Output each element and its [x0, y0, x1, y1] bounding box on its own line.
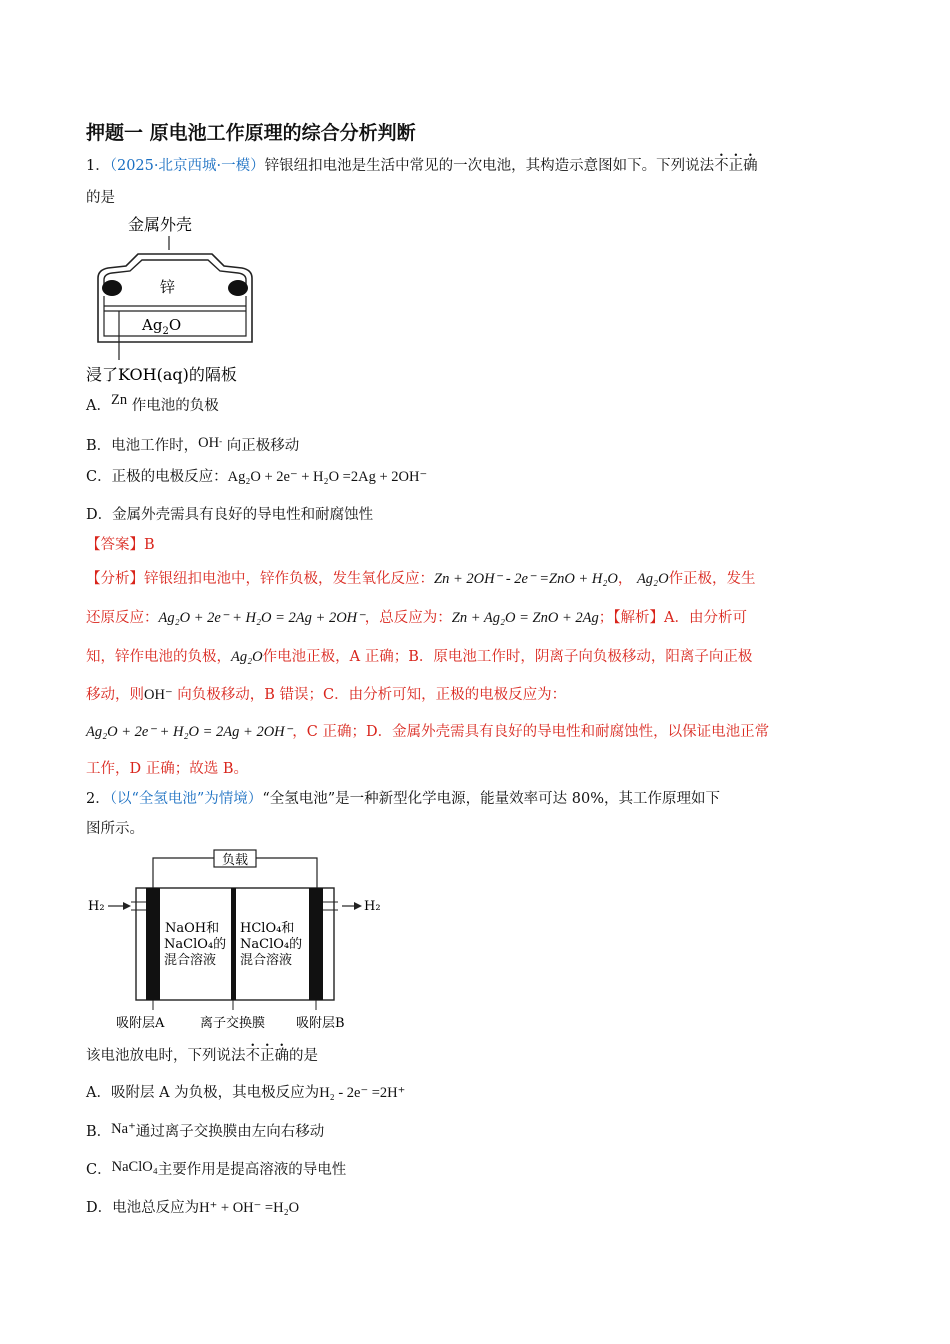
- analysis-l5-tail: ，C 正确；D．金属外壳需具有良好的导电性和耐腐蚀性，以保证电池正常: [292, 724, 770, 740]
- q2-source: （以“全氢电池”为情境）: [109, 791, 263, 807]
- analysis-l1-text: 【分析】锌银纽扣电池中，锌作负极，发生氧化反应：: [86, 571, 434, 587]
- q1-option-c: [86, 467, 427, 487]
- q1-emph-2: 正: [728, 158, 744, 174]
- q1-option-b-text-a: 电池工作时，: [111, 437, 199, 454]
- q1-option-c-eq: Ag₂O + 2e⁻ + H₂O =2Ag + 2OH⁻: [227, 469, 428, 485]
- q2-option-c: [86, 1160, 346, 1180]
- analysis-l2-text: 还原反应：: [86, 610, 159, 626]
- label-zinc: 锌: [160, 278, 176, 296]
- q1-option-b-label: B．: [86, 437, 112, 454]
- analysis-l1-sep: ，: [617, 571, 633, 587]
- q2-option-a-text: 吸附层 A 为负极，其电极反应为: [110, 1085, 320, 1101]
- label-ag-b: O: [168, 316, 182, 334]
- left-solution-l3: 混合溶液: [164, 953, 217, 968]
- q1-option-c-label: C．: [86, 469, 112, 485]
- right-solution-l3: 混合溶液: [240, 953, 293, 968]
- analysis-l4-text: 移动，则: [86, 687, 144, 703]
- q1-option-d: [86, 505, 373, 525]
- right-solution-l2: NaClO₄的: [240, 937, 303, 952]
- label-h2-in: H₂: [88, 899, 105, 914]
- analysis-line-5: [86, 722, 769, 742]
- label-separator: 浸了KOH(aq)的隔板: [86, 365, 237, 384]
- label-layer-b: 吸附层B: [296, 1016, 345, 1031]
- analysis-l2-tail: ；【解析】A．由分析可: [598, 610, 747, 626]
- analysis-l1-tail: 作正极，发生: [668, 571, 756, 587]
- q1-option-b-formula: OH: [198, 434, 220, 451]
- right-solution-l1: HClO₄和: [240, 921, 295, 936]
- q2-option-b-text: 通过离子交换膜由左向右移动: [135, 1124, 325, 1140]
- q1-stem-text: 锌银纽扣电池是生活中常见的一次电池，其构造示意图如下。下列说法: [264, 158, 715, 174]
- analysis-line-6: 工作，D 正确；故选 B。: [86, 761, 248, 777]
- q2-question-text: 该电池放电时，下列说法: [86, 1048, 246, 1064]
- analysis-line-1: [86, 569, 756, 589]
- q1-option-b: [86, 431, 299, 456]
- q2-stem-line2: 图所示。: [86, 821, 144, 837]
- q1-option-b-text-b: 向正极移动: [226, 437, 300, 454]
- q2-option-a: [86, 1083, 405, 1103]
- q1-option-a: [86, 392, 219, 416]
- left-solution-l2: NaClO₄的: [164, 937, 227, 952]
- q1-option-a-formula: Zn: [110, 392, 128, 408]
- q2-option-b-formula: Na⁺: [111, 1121, 136, 1137]
- q2-question: [86, 1046, 318, 1066]
- q2-option-c-text: 主要作用是提高溶液的导电性: [157, 1162, 347, 1178]
- analysis-l2-eq: Ag₂O + 2e⁻ + H₂O = 2Ag + 2OH⁻: [158, 610, 365, 626]
- q1-option-a-label: A．: [86, 398, 111, 414]
- q2-emph-1: 不: [245, 1048, 260, 1064]
- q2-option-c-formula: NaClO₄: [111, 1159, 158, 1175]
- analysis-l2-eq2: Zn + Ag₂O = ZnO + 2Ag: [451, 610, 599, 626]
- label-layer-a: 吸附层A: [116, 1016, 165, 1031]
- q2-option-c-label: C．: [86, 1162, 112, 1178]
- q1-option-c-text: 正极的电极反应：: [111, 469, 228, 485]
- analysis-l3-eq: Ag₂O: [231, 649, 263, 665]
- analysis-l3-text: 知，锌作电池的负极，: [86, 649, 231, 665]
- label-ag-a: Ag: [142, 316, 163, 334]
- q1-emph-1: 不: [714, 158, 729, 174]
- q2-stem-text: “全氢电池”是一种新型化学电源，能量效率可达 80%，其工作原理如下: [262, 791, 720, 807]
- svg-text:Ag2O: [141, 316, 181, 337]
- hydrogen-cell-diagram: [86, 844, 386, 1034]
- q2-option-d-label: D．: [86, 1200, 113, 1216]
- q1-stem-line2: 的是: [86, 190, 115, 206]
- analysis-l1-eq2: Ag₂O: [636, 571, 669, 587]
- analysis-l5-eq: Ag₂O + 2e⁻ + H₂O = 2Ag + 2OH⁻: [86, 724, 293, 740]
- q2-option-d-text: 电池总反应为: [112, 1200, 200, 1216]
- q2-number: 2．: [86, 791, 110, 807]
- label-h2-out: H₂: [364, 899, 381, 914]
- label-metal-shell: 金属外壳: [128, 215, 193, 234]
- q1-number: 1．: [86, 158, 110, 174]
- label-membrane: 离子交换膜: [200, 1016, 266, 1031]
- q2-option-b-label: B．: [86, 1124, 112, 1140]
- analysis-l2-mid: ，总反应为：: [364, 610, 452, 626]
- q2-question-tail: 的是: [289, 1048, 318, 1064]
- analysis-line-3: [86, 647, 752, 667]
- q1-option-d-text: 金属外壳需具有良好的导电性和耐腐蚀性: [112, 507, 374, 523]
- q1-stem-line1: [86, 156, 758, 176]
- q2-emph-3: 确: [274, 1048, 289, 1064]
- analysis-l3-tail: 作电池正极，A 正确；B．原电池工作时，阴离子向负极移动，阳离子向正极: [262, 649, 753, 665]
- section-heading: 押题一 原电池工作原理的综合分析判断: [86, 122, 416, 144]
- q2-option-a-label: A．: [86, 1085, 111, 1101]
- button-battery-diagram: [86, 210, 266, 388]
- q2-option-d-eq: H⁺ + OH⁻ =H₂O: [199, 1200, 300, 1216]
- analysis-l4-tail: 向负极移动，B 错误；C．由分析可知，正极的电极反应为：: [177, 687, 567, 703]
- q2-stem-line1: [86, 789, 720, 809]
- q1-option-b-sup: -: [219, 436, 223, 446]
- analysis-line-2: [86, 608, 747, 628]
- analysis-line-4: [86, 685, 566, 705]
- q2-option-b: [86, 1122, 324, 1142]
- q1-emph-3: 确: [743, 158, 758, 174]
- left-solution-l1: NaOH和: [165, 921, 220, 936]
- q2-option-d: [86, 1198, 299, 1218]
- label-load: 负载: [222, 853, 249, 868]
- analysis-l4-eq: OH⁻: [144, 687, 173, 703]
- q1-option-d-label: D．: [86, 507, 113, 523]
- label-ag-sub: 2: [162, 326, 169, 337]
- q1-option-a-text: 作电池的负极: [131, 398, 219, 414]
- q2-option-a-eq: H₂ - 2e⁻ =2H⁺: [319, 1085, 406, 1101]
- analysis-l1-eq: Zn + 2OH⁻ - 2e⁻ =ZnO + H₂O: [434, 571, 618, 587]
- q2-emph-2: 正: [260, 1048, 275, 1064]
- q1-answer: 【答案】B: [86, 537, 155, 553]
- q1-source: （2025·北京西城·一模）: [109, 158, 265, 174]
